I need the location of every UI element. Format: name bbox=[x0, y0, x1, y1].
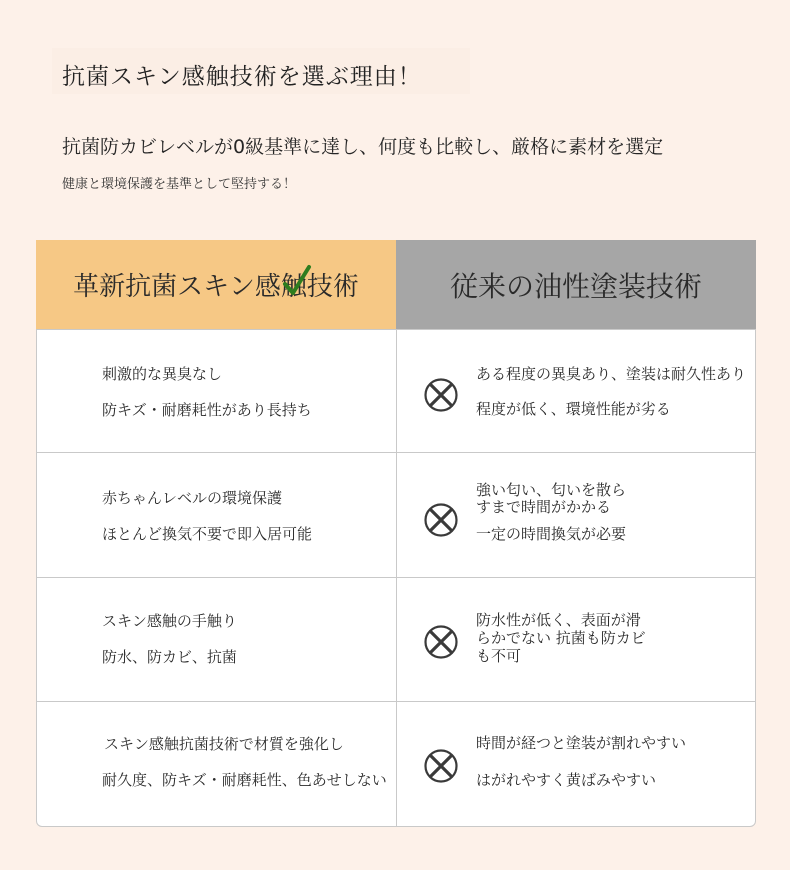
row-divider bbox=[37, 577, 755, 578]
row2-left-line2: ほとんど換気不要で即入居可能 bbox=[102, 525, 313, 543]
right-column-header bbox=[396, 240, 756, 329]
row3-left-line1: スキン感触の手触り bbox=[102, 612, 237, 630]
row1-right-line1: ある程度の異臭あり、塗装は耐久性あり bbox=[476, 365, 747, 383]
cross-circle-icon bbox=[423, 624, 459, 660]
left-header-label: 革新抗菌スキン感触技術 bbox=[73, 272, 359, 302]
cross-circle-icon bbox=[423, 377, 459, 413]
row3-right-line3: も不可 bbox=[476, 647, 522, 665]
row2-right-line2: すまで時間がかかる bbox=[476, 498, 612, 516]
row2-right-line1: 強い匂い、匂いを散ら bbox=[476, 481, 627, 499]
left-column-header bbox=[36, 240, 396, 329]
page-title: 抗菌スキン感触技術を選ぶ理由！ bbox=[62, 64, 422, 90]
check-icon bbox=[282, 264, 312, 298]
cross-circle-icon bbox=[423, 502, 459, 538]
row2-left-line1: 赤ちゃんレベルの環境保護 bbox=[102, 489, 283, 507]
row-divider bbox=[37, 452, 755, 453]
row4-right-line1: 時間が経つと塗装が割れやすい bbox=[476, 734, 687, 752]
row1-left-line2: 防キズ・耐磨耗性があり長持ち bbox=[102, 401, 312, 419]
row2-right-line3: 一定の時間換気が必要 bbox=[476, 525, 627, 543]
subtitle: 抗菌防カビレベルが0級基準に達し、何度も比較し、厳格に素材を選定 bbox=[62, 136, 664, 158]
row3-right-line1: 防水性が低く、表面が滑 bbox=[476, 611, 641, 629]
row3-left-line2: 防水、防カビ、抗菌 bbox=[102, 648, 237, 666]
row-divider bbox=[37, 701, 755, 702]
row4-left-line1: スキン感触抗菌技術で材質を強化し bbox=[104, 735, 344, 753]
row3-right-line2: らかでない 抗菌も防カビ bbox=[476, 629, 646, 647]
cross-circle-icon bbox=[423, 748, 459, 784]
row4-right-line2: はがれやすく黄ばみやすい bbox=[476, 771, 657, 789]
row1-left-line1: 刺激的な異臭なし bbox=[102, 365, 223, 383]
right-header-label: 従来の油性塗装技術 bbox=[449, 269, 702, 303]
comparison-table bbox=[36, 240, 756, 826]
note: 健康と環境保護を基準として堅持する！ bbox=[62, 177, 297, 192]
row1-right-line2: 程度が低く、環境性能が劣る bbox=[476, 400, 671, 418]
row4-left-line2: 耐久度、防キズ・耐磨耗性、色あせしない bbox=[102, 771, 387, 789]
